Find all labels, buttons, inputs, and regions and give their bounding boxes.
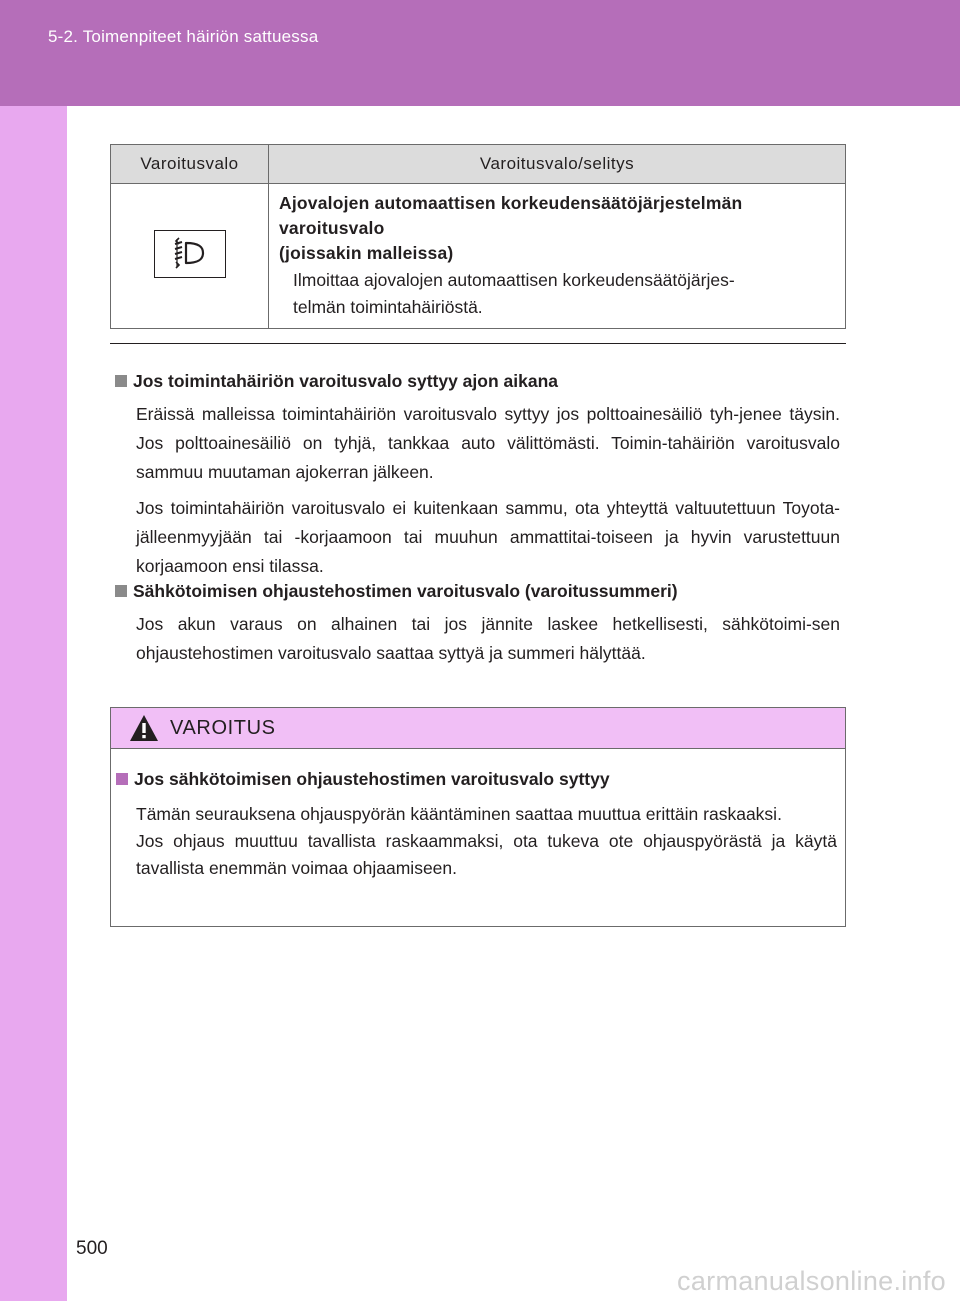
watermark: carmanualsonline.info [677, 1266, 946, 1296]
section-paragraph: Jos toimintahäiriön varoitusvalo ei kuitenkaan sammu, ota yhteyttä valtuutettuun Toyota-jälleenmyyjään tai -korjaamoon tai muuhun ammattitai-toiseen ja hyvin varustettuun korjaamoon ensi tilassa. [136, 498, 840, 576]
light-title-line: (joissakin malleissa) [279, 243, 454, 263]
icon-cell [111, 184, 269, 329]
divider [110, 343, 846, 344]
warning-box [110, 707, 846, 927]
section-power-steering [115, 579, 840, 668]
warning-paragraph: Tämän seurauksena ohjauspyörän kääntäminen saattaa muuttua erittäin raskaaksi. [136, 804, 782, 824]
section-heading: Sähkötoimisen ohjaustehostimen varoitusvalo (varoitussummeri) [133, 581, 678, 601]
light-description-line: telmän toimintahäiriöstä. [293, 297, 483, 317]
side-strip [0, 106, 67, 1301]
section-heading: Jos toimintahäiriön varoitusvalo syttyy ajon aikana [133, 371, 558, 391]
bullet-square-icon [116, 773, 128, 785]
warning-header [111, 708, 845, 749]
column-header-description: Varoitusvalo/selitys [269, 145, 846, 184]
page-number: 500 [76, 1238, 108, 1259]
column-header-light: Varoitusvalo [111, 145, 269, 184]
header-band [0, 0, 960, 106]
light-title-line: varoitusvalo [279, 218, 385, 238]
headlight-leveling-icon [154, 230, 226, 278]
section-paragraph: Eräissä malleissa toimintahäiriön varoitusvalo syttyy jos polttoainesäiliö tyh-jenee täysin. Jos polttoainesäiliö on tyhjä, tankkaa auto välittömästi. Toimin-tahäiriön varoitusvalo sammuu muutaman ajokerran jälkeen. [136, 404, 840, 482]
table-row [111, 184, 846, 329]
bullet-square-icon [115, 375, 127, 387]
section-title: 5-2. Toimenpiteet häiriön sattuessa [48, 27, 319, 46]
light-description-line: Ilmoittaa ajovalojen automaattisen korkeudensäätöjärjes- [293, 270, 735, 290]
bullet-square-icon [115, 585, 127, 597]
warning-heading: Jos sähkötoimisen ohjaustehostimen varoitusvalo syttyy [134, 769, 610, 789]
section-paragraph: Jos akun varaus on alhainen tai jos jännite laskee hetkellisesti, sähkötoimi-sen ohjaustehostimen varoitusvalo saattaa syttyä ja summeri hälyttää. [136, 614, 840, 663]
warning-triangle-icon [128, 713, 160, 743]
warning-body [111, 749, 845, 882]
warning-light-table [110, 144, 846, 329]
light-title-line: Ajovalojen automaattisen korkeudensäätöjärjestelmän [279, 193, 743, 213]
warning-paragraph: Jos ohjaus muuttuu tavallista raskaammaksi, ota tukeva ote ohjauspyörästä ja käytä tavallista enemmän voimaa ohjaamiseen. [136, 831, 837, 878]
warning-title: VAROITUS [170, 717, 276, 739]
section-malfunction-light [115, 369, 840, 581]
description-cell [269, 184, 846, 329]
